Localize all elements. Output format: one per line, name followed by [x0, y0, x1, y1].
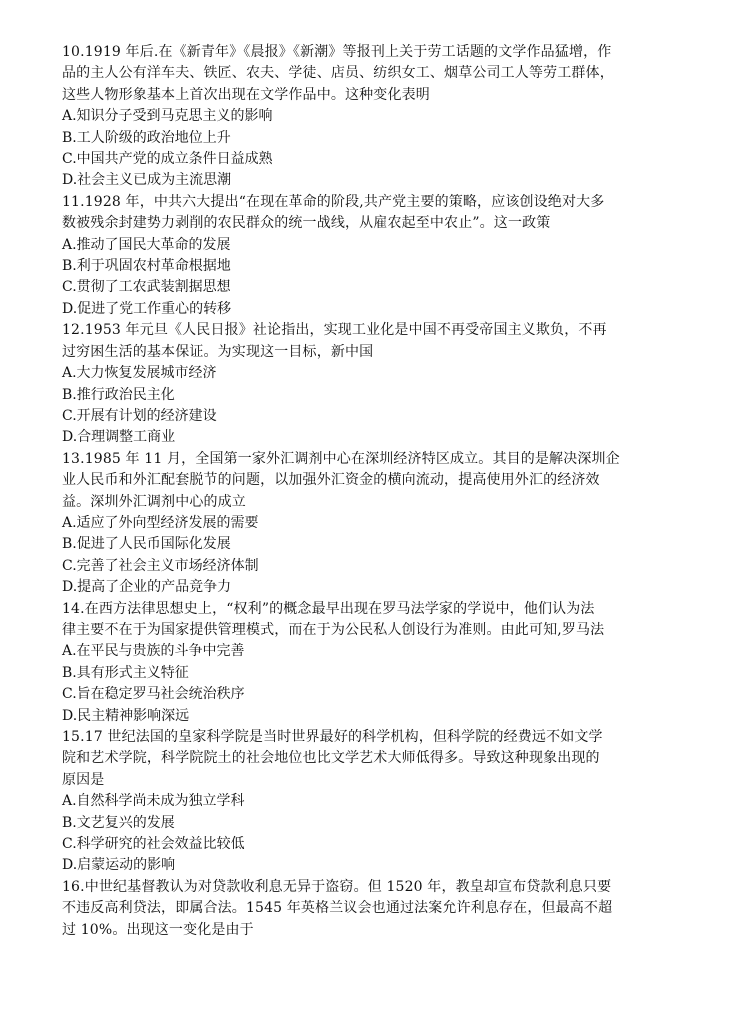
question-12-option-d: D.合理调整工商业 — [62, 429, 176, 446]
question-15-option-b: B.文艺复兴的发展 — [62, 814, 175, 831]
question-11-stem-line-2: 数被残余封建势力剥削的农民群众的统一战线，从雇农起至中农止”。这一政策 — [62, 215, 551, 232]
question-16-stem-line-1: 16.中世纪基督教认为对贷款收利息无异于盗窃。但 1520 年，教皇却宣布贷款利息只要 — [62, 878, 612, 895]
question-11 — [62, 192, 697, 320]
question-10 — [62, 42, 697, 192]
question-15-option-a: A.自然科学尚未成为独立学科 — [62, 793, 245, 810]
question-11-option-c: C.贯彻了工农武装割据思想 — [62, 279, 231, 296]
question-13 — [62, 449, 697, 599]
question-16-stem-line-3: 过 10%。出现这一变化是由于 — [62, 921, 254, 938]
question-15-stem-line-2: 院和艺术学院，科学院院土的社会地位也比文学艺术大师低得多。导致这种现象出现的 — [62, 750, 600, 767]
question-13-option-c: C.完善了社会主义市场经济体制 — [62, 557, 259, 574]
question-11-option-b: B.利于巩固农村革命根据地 — [62, 258, 231, 275]
question-13-option-b: B.促进了人民币国际化发展 — [62, 536, 231, 553]
question-14-option-b: B.具有形式主义特征 — [62, 664, 189, 681]
question-10-option-a: A.知识分子受到马克思主义的影响 — [62, 108, 273, 125]
question-12-option-a: A.大力恢复发展城市经济 — [62, 365, 217, 382]
question-14-option-d: D.民主精神影响深远 — [62, 707, 190, 724]
question-14-stem-line-1: 14.在西方法律思想史上，“权利”的概念最早出现在罗马法学家的学说中，他们认为法 — [62, 600, 595, 617]
question-15-option-d: D.启蒙运动的影响 — [62, 857, 176, 874]
question-10-stem-line-2: 品的主人公有洋车夫、铁匠、农夫、学徒、店员、纺织女工、烟草公司工人等劳工群体， — [62, 65, 614, 82]
question-11-option-a: A.推动了国民大革命的发展 — [62, 236, 231, 253]
question-10-stem-line-1: 10.1919 年后.在《新青年》《晨报》《新潮》等报刊上关于劳工话题的文学作品猛增，作 — [62, 44, 612, 60]
question-12-option-c: C.开展有计划的经济建设 — [62, 407, 217, 424]
question-12-option-b: B.推行政治民主化 — [62, 386, 175, 403]
question-15 — [62, 727, 697, 877]
question-13-stem-line-1: 13.1985 年 11 月，全国第一家外汇调剂中心在深圳经济特区成立。其目的是解决深圳企 — [62, 450, 620, 467]
question-15-stem-line-3: 原因是 — [62, 771, 105, 788]
question-16 — [62, 877, 697, 941]
question-10-option-b: B.工人阶级的政治地位上升 — [62, 129, 231, 146]
question-12-stem-line-1: 12.1953 年元旦《人民日报》社论指出，实现工业化是中国不再受帝国主义欺负，不再 — [62, 322, 607, 339]
question-14-option-c: C.旨在稳定罗马社会统治秩序 — [62, 686, 245, 703]
question-15-option-c: C.科学研究的社会效益比较低 — [62, 836, 245, 853]
question-13-option-a: A.适应了外向型经济发展的需要 — [62, 514, 259, 531]
question-12 — [62, 320, 697, 448]
question-14 — [62, 599, 697, 727]
question-10-stem-line-3: 这些人物形象基本上首次出现在文学作品中。这种变化表明 — [62, 86, 430, 103]
question-13-option-d: D.提高了企业的产品竞争力 — [62, 579, 232, 596]
question-11-stem-line-1: 11.1928 年，中共六大提出“在现在革命的阶段,共产党主要的策略，应该创设绝对大多 — [62, 193, 605, 210]
question-13-stem-line-3: 益。深圳外汇调剂中心的成立 — [62, 493, 246, 510]
question-12-stem-line-2: 过穷困生活的基本保证。为实现这一目标，新中国 — [62, 343, 374, 360]
question-13-stem-line-2: 业人民币和外汇配套脱节的问题，以加强外汇资金的横向流动，提高使用外汇的经济效 — [62, 472, 600, 489]
question-10-option-c: C.中国共产党的成立条件日益成熟 — [62, 151, 273, 168]
question-14-option-a: A.在平民与贵族的斗争中完善 — [62, 643, 245, 660]
question-11-option-d: D.促进了党工作重心的转移 — [62, 300, 232, 317]
question-15-stem-line-1: 15.17 世纪法国的皇家科学院是当时世界最好的科学机构，但科学院的经费远不如文学 — [62, 729, 603, 745]
question-10-option-d: D.社会主义已成为主流思潮 — [62, 172, 232, 189]
question-14-stem-line-2: 律主要不在于为国家提供管理模式，而在于为公民私人创设行为准则。由此可知,罗马法 — [62, 621, 605, 638]
question-16-stem-line-2: 不违反高利贷法，即属合法。1545 年英格兰议会也通过法案允许利息存在，但最高不超 — [62, 900, 613, 917]
